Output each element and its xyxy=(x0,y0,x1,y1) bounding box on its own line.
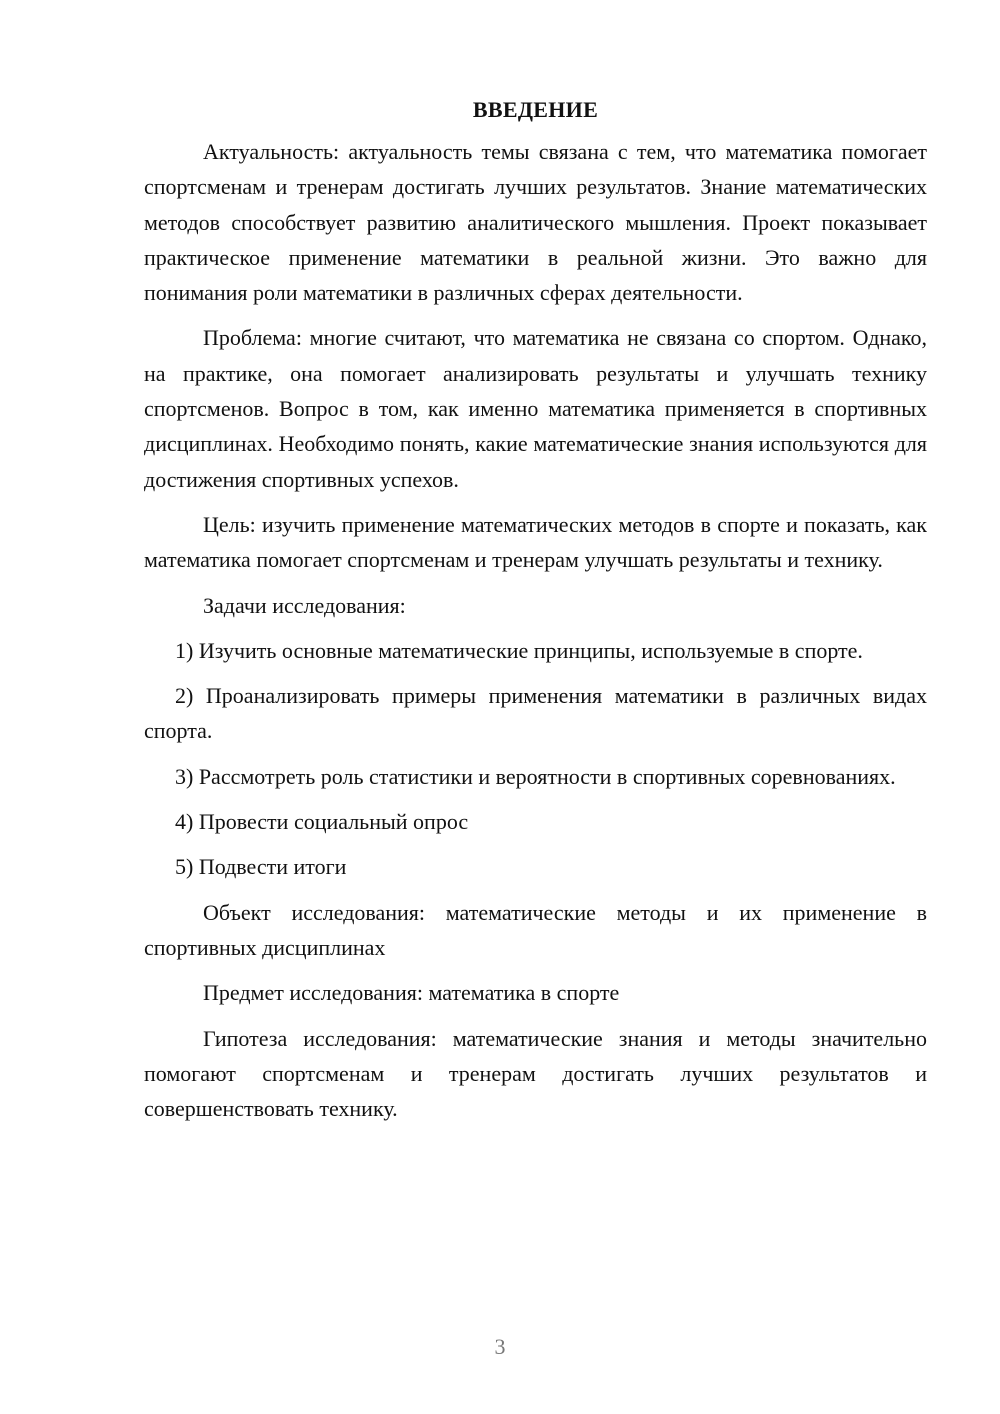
paragraph-relevance: Актуальность: актуальность темы связана с тем, что математика помогает спортсменам и тренерам достигать лучших результатов. Знание математических методов способствует развитию аналитического мышления. Проект показывает практическое применение математики в реальной жизни. Это важно для понимания роли математики в различных сферах деятельности. xyxy=(144,139,927,306)
paragraph-object: Объект исследования: математические методы и их применение в спортивных дисциплинах xyxy=(144,899,927,960)
paragraph-goal: Цель: изучить применение математических методов в спорте и показать, как математика помогает спортсменам и тренерам улучшать результаты и технику. xyxy=(144,511,927,573)
paragraph-hypothesis: Гипотеза исследования: математические знания и методы значительно помогают спортсменам и тренерам достигать лучших результатов и совершенствовать технику. xyxy=(144,1025,927,1122)
task-item-4: 4) Провести социальный опрос xyxy=(175,809,469,835)
task-item-2: 2) Проанализировать примеры применения математики в различных видах спорта. xyxy=(144,683,927,744)
task-item-5: 5) Подвести итоги xyxy=(175,854,347,880)
document-page xyxy=(144,92,927,1136)
task-item-3: 3) Рассмотреть роль статистики и вероятности в спортивных соревнованиях. xyxy=(175,763,896,789)
task-item-1: 1) Изучить основные математические принципы, используемые в спорте. xyxy=(175,637,863,663)
paragraph-subject: Предмет исследования: математика в спорте xyxy=(203,980,620,1006)
paragraph-tasks-heading: Задачи исследования: xyxy=(203,592,406,618)
section-title: ВВЕДЕНИЕ xyxy=(472,97,599,122)
page-number: 3 xyxy=(494,1334,506,1359)
paragraph-problem: Проблема: многие считают, что математика не связана со спортом. Однако, на практике, она помогает анализировать результаты и улучшать технику спортсменов. Вопрос в том, как именно математика применяется в спортивных дисциплинах. Необходимо понять, какие математические знания используются для достижения спортивных успехов. xyxy=(144,325,927,492)
